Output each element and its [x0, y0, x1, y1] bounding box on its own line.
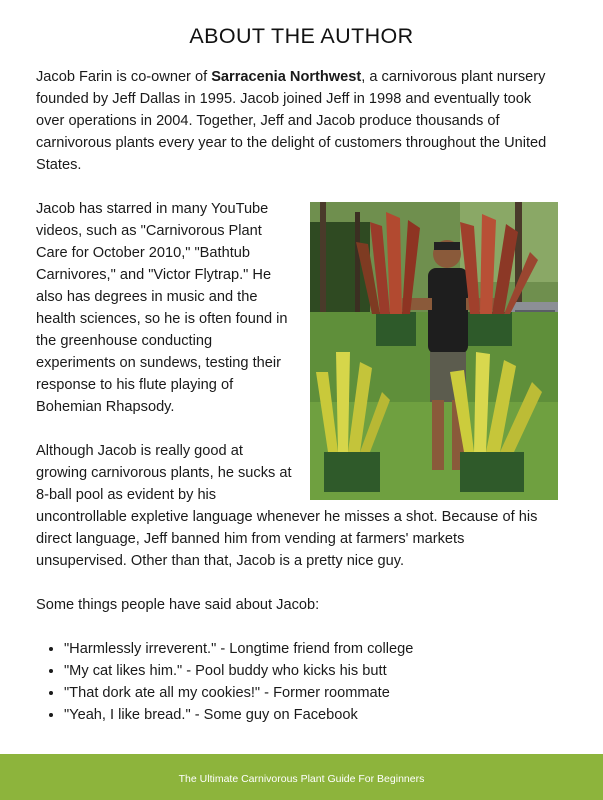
quotes-list	[36, 638, 556, 726]
quote-item: • "That dork ate all my cookies!" - Former roommate	[64, 682, 556, 704]
quote-item: • "Harmlessly irreverent." - Longtime friend from college	[64, 638, 556, 660]
youtube-paragraph: Jacob has starred in many YouTube videos, such as "Carnivorous Plant Care for October 2010," "Bathtub Carnivores," and "Victor Flytrap." He also has degrees in music and the health sciences, so he is often found in the greenhouse conducting experiments on sundews, testing their response to his flute playing of Bohemian Rhapsody.	[36, 201, 288, 415]
brand-name: Sarracenia Northwest	[211, 69, 362, 85]
author-photo	[310, 202, 558, 500]
article-body	[36, 66, 556, 726]
footer-text: The Ultimate Carnivorous Plant Guide For Beginners	[178, 773, 425, 785]
footer-bar	[0, 754, 603, 800]
intro-text-start: Jacob Farin is co-owner of	[36, 69, 212, 85]
page-title: ABOUT THE AUTHOR	[189, 24, 414, 48]
quote-item: • "My cat likes him." - Pool buddy who kicks his butt	[64, 660, 556, 682]
intro-text-end: , a carnivorous plant nursery founded by Jeff Dallas in 1995. Jacob joined Jeff in 1998 and eventually took over operations in 2004. Together, Jeff and Jacob produce thousands of carnivorous plants every year to the delight of customers throughout the United States.	[36, 69, 547, 173]
quote-item: • "Yeah, I like bread." - Some guy on Facebook	[64, 704, 556, 726]
quotes-intro: Some things people have said about Jacob:	[36, 597, 320, 613]
intro-paragraph	[36, 66, 556, 176]
pool-paragraph: Although Jacob is really good at growing carnivorous plants, he sucks at 8-ball pool as evident by his uncontrollable expletive language whenever he misses a shot. Because of his direct language, Jeff banned him from vending at farmers' markets unsupervised. Other than that, Jacob is a pretty nice guy.	[36, 443, 538, 569]
